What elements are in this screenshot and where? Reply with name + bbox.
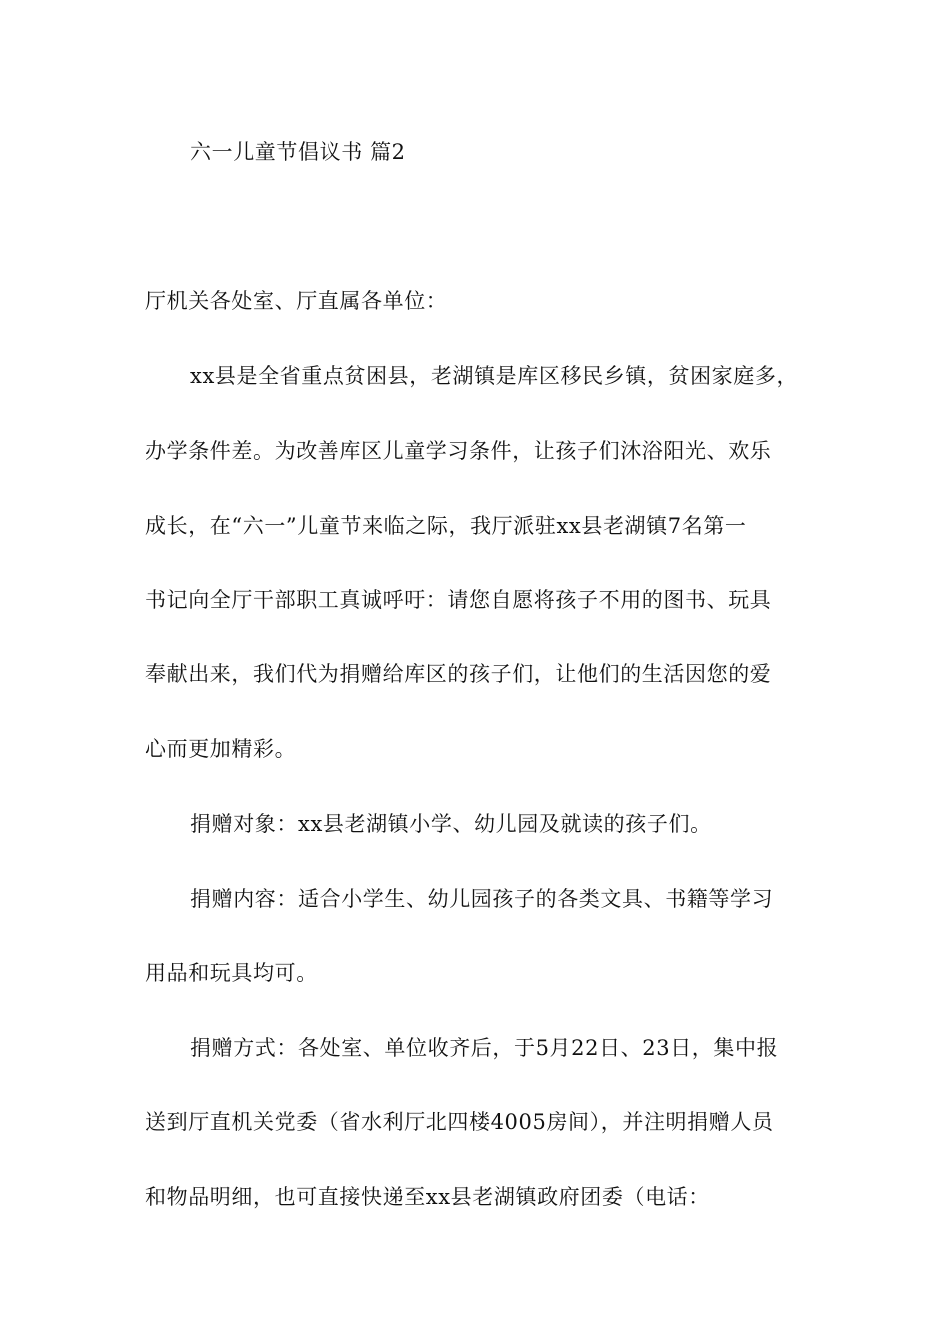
document-page: 六一儿童节倡议书 篇2 厅机关各处室、厅直属各单位： xx县是全省重点贫困县，老湖镇是库区移民乡镇，贫困家庭多， 办学条件差。为改善库区儿童学习条件，让孩子们沐浴阳光、欢乐 成长，在“六一”儿童节来临之际，我厅派驻xx县老湖镇7名第一 书记向全厅干部职工真诚呼吁：请您自愿将孩子不用的图书、玩具 奉献出来，我们代为捐赠给库区的孩子们，让他们的生活因您的爱 心而更加精彩。 捐赠对象：xx县老湖镇小学、幼儿园及就读的孩子们。 捐赠内容：适合小学生、幼儿园孩子的各类文具、书籍等学习 用品和玩具均可。 捐赠方式：各处室、单位收齐后，于5月22日、23日，集中报 送到厅直机关党委（省水利厅北四楼4005房间），并注明捐赠人员 和物品明细，也可直接快递至xx县老湖镇政府团委（电话：: [145, 140, 799, 1209]
